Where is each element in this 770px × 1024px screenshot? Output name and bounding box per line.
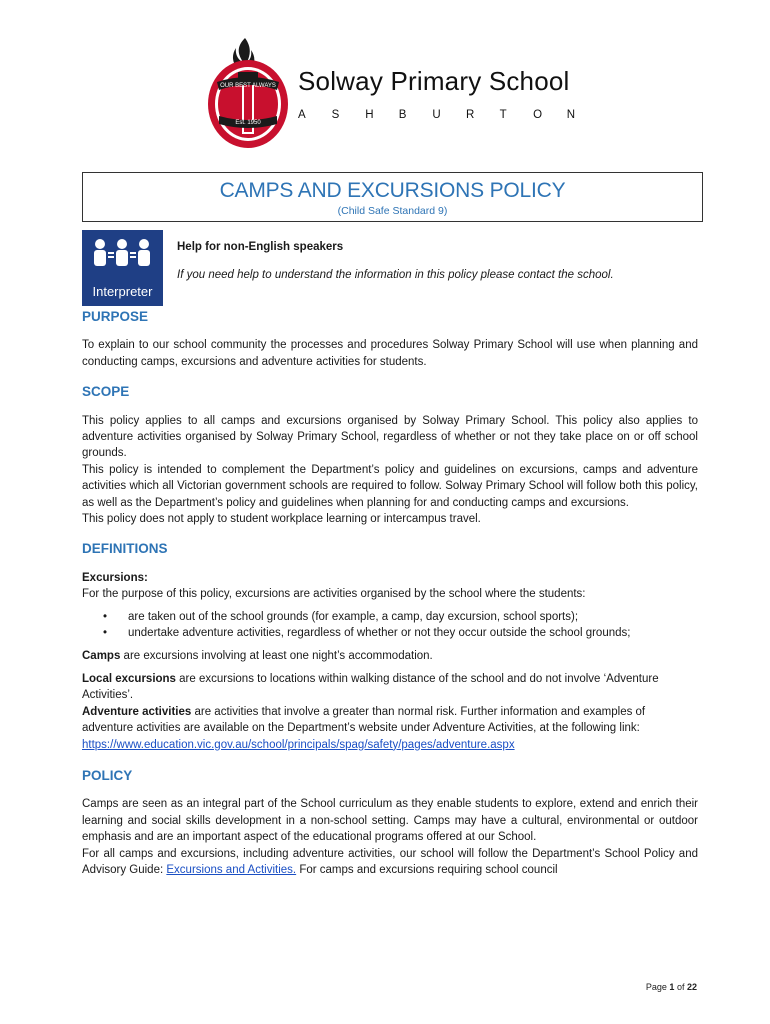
definition-term-excursions (82, 570, 698, 586)
suburb-letter: N (566, 109, 576, 121)
suburb-letter: A (298, 109, 306, 121)
excursion-bullet-list (82, 609, 698, 642)
term-adventure-activities: Adventure activities (82, 705, 192, 718)
excursions-intro: For the purpose of this policy, excursions are activities organised by the school where the students: (82, 588, 586, 601)
policy-paragraph (82, 846, 698, 879)
adventure-link-line (82, 737, 698, 753)
section-heading-policy: POLICY (82, 767, 133, 783)
section-heading-scope: SCOPE (82, 384, 130, 400)
interpreter-icon (82, 230, 163, 306)
school-crest-logo (205, 36, 291, 152)
page-number: 1 (669, 982, 675, 992)
suburb-letter: H (365, 109, 374, 121)
camps-definition: are excursions involving at least one night’s accommodation. (120, 649, 433, 662)
interpreter-label: Interpreter (92, 284, 153, 299)
page-footer (646, 982, 697, 992)
adventure-definition: are activities that involve a greater than normal risk. Further information and examples of adventure activities are available on the Department’s website under Adventure Activities, at the following link: (82, 705, 646, 735)
policy-title-box (82, 172, 703, 222)
suburb-letter: S (331, 109, 340, 121)
crest-est: Est. 1950 (235, 120, 261, 126)
term-excursions: Excursions: (82, 571, 148, 584)
bullet-text: are taken out of the school grounds (for example, a camp, day excursion, school sports); (128, 610, 579, 623)
school-suburb (298, 109, 600, 121)
term-camps: Camps (82, 649, 121, 662)
suburb-letter: U (432, 109, 441, 121)
scope-paragraph: This policy does not apply to student workplace learning or intercampus travel. (82, 513, 481, 526)
suburb-letter: R (465, 109, 475, 121)
adventure-activities-link[interactable]: https://www.education.vic.gov.au/school/principals/spag/safety/pages/adventure.aspx (82, 738, 515, 751)
help-title: Help for non-English speakers (177, 241, 344, 253)
policy-text: For camps and excursions requiring school council (296, 863, 558, 876)
bullet-text: undertake adventure activities, regardless of whether or not they occur outside the school grounds; (128, 627, 631, 640)
help-text: If you need help to understand the information in this policy please contact the school. (177, 269, 614, 281)
section-heading-definitions: DEFINITIONS (82, 541, 168, 557)
policy-body (82, 309, 698, 878)
suburb-letter: O (533, 109, 543, 121)
bullet-icon: • (103, 610, 108, 623)
purpose-text: To explain to our school community the processes and procedures Solway Primary School will use when planning and conducting camps, excursions and adventure activities for students. (82, 339, 698, 368)
interpreter-people-icon (82, 230, 163, 280)
term-local-excursions: Local excursions (82, 672, 176, 685)
list-item (82, 609, 698, 625)
policy-paragraph: Camps are seen as an integral part of the School curriculum as they enable students to explore, extend and enrich their learning and social skills development in a non-school setting. Camps may have a cultural, environmental or outdoor emphasis and are an important aspect of the educational programs offered at our School. (82, 798, 698, 844)
of-word: of (676, 982, 685, 992)
school-name: Solway Primary School (298, 66, 570, 96)
policy-subtitle: (Child Safe Standard 9) (337, 205, 448, 217)
scope-paragraph: This policy applies to all camps and excursions organised by Solway Primary School. This policy also applies to adventure activities organised by Solway Primary School, regardless of whether or not they take place on or off school grounds. (82, 414, 698, 460)
policy-text: For all camps and excursions, including adventure activities, our school will follow the Department’s School Policy and Advisory Guide: (82, 847, 698, 876)
definition-local-excursions (82, 671, 698, 704)
scope-paragraph: This policy is intended to complement the Department’s policy and guidelines on excursions, camps and adventure activities which all Victorian government schools are required to follow. Solway Primary School will follow both this policy, as well as the Department’s policy and guidelines when planning for and conducting camps and excursions. (82, 463, 698, 509)
suburb-letter: T (499, 109, 507, 121)
definition-adventure (82, 704, 698, 737)
section-heading-purpose: PURPOSE (82, 309, 149, 324)
suburb-letter: B (398, 109, 407, 121)
excursions-activities-link[interactable]: Excursions and Activities. (166, 863, 297, 876)
policy-title: CAMPS AND EXCURSIONS POLICY (219, 179, 566, 202)
definition-camps (82, 648, 698, 664)
bullet-icon: • (103, 627, 108, 640)
local-excursions-definition: are excursions to locations within walking distance of the school and do not involve ‘Adventure Activities’. (82, 672, 659, 702)
page-word: Page (645, 982, 667, 992)
list-item (82, 625, 698, 641)
crest-motto: OUR BEST ALWAYS (220, 83, 276, 89)
page-total: 22 (686, 982, 697, 992)
